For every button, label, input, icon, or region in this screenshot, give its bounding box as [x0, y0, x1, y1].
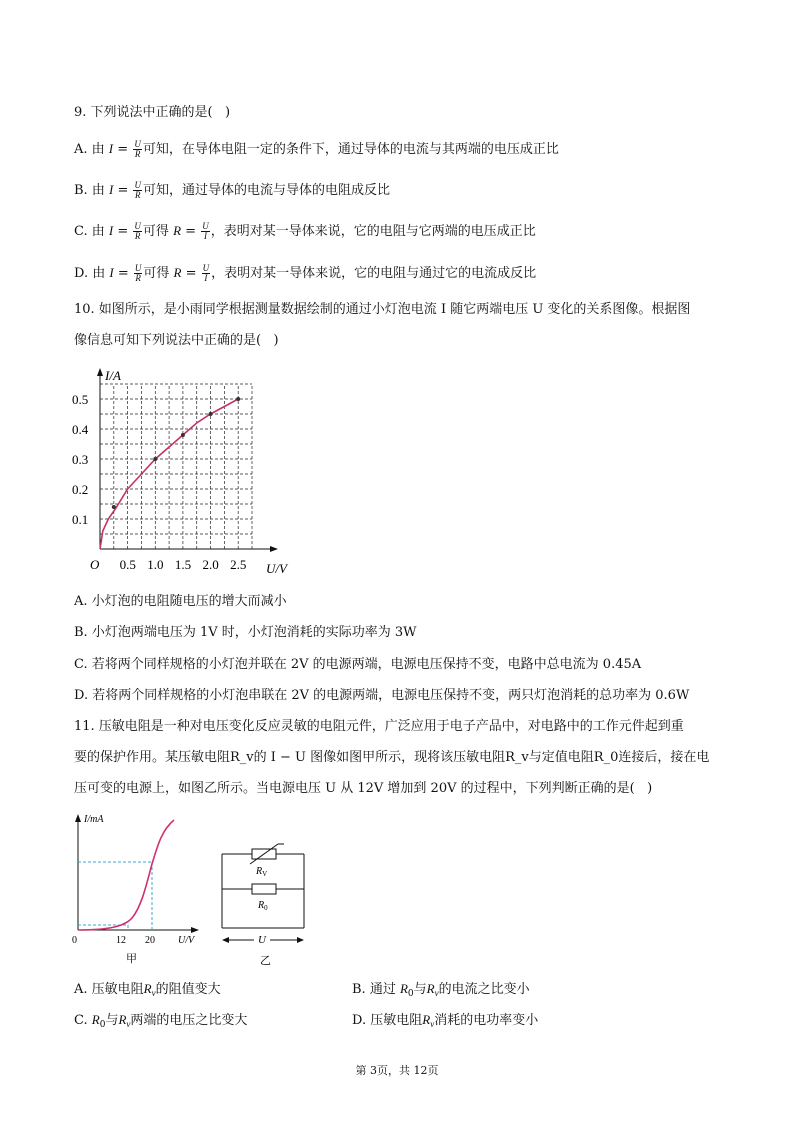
- q9-option-c: C. 由 I = $\frac{U}{R}$ 可得 R = $\frac{U}{I}$ ，表明对某一导体来说，它的电阻与它两端的电压成正比: [74, 221, 536, 241]
- x-tick-label: 1.5: [174, 557, 192, 572]
- u-label: U: [258, 934, 266, 946]
- iu-curve: [78, 820, 174, 930]
- figure-yi-circuit: [218, 840, 310, 970]
- x-axis-arrow: [191, 927, 199, 933]
- arrow-head: [222, 937, 229, 943]
- q9-stem: 9. 下列说法中正确的是( ): [74, 105, 231, 120]
- figure-caption: 乙: [260, 955, 271, 967]
- fraction: $\frac{U}{R}$: [134, 263, 142, 283]
- x-axis-label: U/V: [266, 561, 287, 576]
- x-tick-label: 0.5: [119, 557, 136, 572]
- q10-option-d: D. 若将两个同样规格的小灯泡串联在 2V 的电源两端，电源电压保持不变，两只灯泡消耗的总功率为 0.6W: [74, 688, 690, 703]
- r0-label: $R_0$: [258, 900, 268, 912]
- y-axis-arrow: [75, 814, 81, 822]
- x-axis-label: U/V: [178, 935, 195, 946]
- y-tick-label: 0.4: [72, 422, 89, 437]
- tick-label: 12: [116, 935, 126, 946]
- fraction: $\frac{U}{I}$: [202, 221, 209, 241]
- figure-caption: 甲: [126, 953, 137, 965]
- q10-stem-line2: 像信息可知下列说法中正确的是( ): [74, 333, 279, 348]
- q10-option-c: C. 若将两个同样规格的小灯泡并联在 2V 的电源两端，电源电压保持不变，电路中总电流为 0.45A: [74, 657, 642, 672]
- rv-label: $R_V$: [256, 866, 268, 878]
- y-axis-arrow: [97, 368, 103, 376]
- q10-option-a: A. 小灯泡的电阻随电压的增大而减小: [74, 594, 287, 609]
- data-point: [181, 433, 185, 437]
- y-axis-label: I/A: [105, 368, 121, 383]
- q9-option-a: A. 由 I = $\frac{U}{R}$ 可知，在导体电阻一定的条件下，通过导体的电流与其两端的电压成正比: [74, 139, 559, 159]
- q11-option-a: A. 压敏电阻$R_v$的阻值变大: [74, 981, 221, 998]
- varistor-slash: [250, 844, 278, 864]
- origin-label: O: [90, 557, 100, 572]
- y-tick-label: 0.3: [72, 452, 89, 467]
- x-tick-label: 2.5: [230, 557, 247, 572]
- y-tick-label: 0.1: [72, 512, 89, 527]
- figure-jia-iu-graph: [70, 812, 210, 972]
- arrow-head: [297, 937, 304, 943]
- tick-label: 20: [145, 935, 155, 946]
- x-tick-label: 1.0: [147, 557, 164, 572]
- q11-option-d: D. 压敏电阻$R_v$消耗的电功率变小: [352, 1012, 539, 1029]
- data-point: [153, 457, 157, 461]
- q11-stem-line1: 11. 压敏电阻是一种对电压变化反应灵敏的电阻元件，广泛应用于电子产品中，对电路中的工作元件起到重: [74, 719, 684, 734]
- q11-option-c: C. $R_0$与$R_v$两端的电压之比变大: [74, 1012, 248, 1030]
- q9-option-b: B. 由 I = $\frac{U}{R}$ 可知，通过导体的电流与导体的电阻成反比: [74, 180, 390, 200]
- chart-axes: [97, 368, 278, 552]
- iu-chart: [70, 362, 310, 582]
- chart-series: [100, 397, 240, 549]
- data-point: [209, 412, 213, 416]
- fraction: $\frac{U}{R}$: [134, 180, 141, 200]
- q10-stem-line1: 10. 如图所示，是小雨同学根据测量数据绘制的通过小灯泡电流 I 随它两端电压 U 变化的关系图像。根据图: [74, 302, 691, 317]
- y-axis-label: I/mA: [84, 814, 104, 825]
- x-tick-label: 2.0: [202, 557, 219, 572]
- q9-option-d: D. 由 I = $\frac{U}{R}$ 可得 R = $\frac{U}{I}$ ，表明对某一导体来说，它的电阻与通过它的电流成反比: [74, 263, 537, 283]
- q11-stem-line2: 要的保护作用。某压敏电阻R_v的 I − U 图像如图甲所示，现将该压敏电阻R_v与定值电阻R_0连接后，接在电: [74, 750, 710, 765]
- fraction: $\frac{U}{R}$: [134, 221, 141, 241]
- y-tick-label: 0.5: [72, 392, 89, 407]
- q11-option-b: B. 通过 $R_0$与$R_v$的电流之比变小: [352, 981, 530, 999]
- page-footer: 第 3页，共 12页: [355, 1064, 439, 1077]
- resistor-r0: [252, 884, 276, 894]
- q10-option-b: B. 小灯泡两端电压为 1V 时，小灯泡消耗的实际功率为 3W: [74, 625, 417, 640]
- data-point: [236, 397, 240, 401]
- q11-stem-line3: 压可变的电源上，如图乙所示。当电源电压 U 从 12V 增加到 20V 的过程中，下列判断正确的是( ): [74, 781, 653, 796]
- chart-grid: [100, 384, 252, 549]
- y-tick-label: 0.2: [72, 482, 89, 497]
- fraction: $\frac{U}{I}$: [202, 263, 210, 283]
- origin-label: 0: [72, 935, 77, 946]
- data-point: [112, 505, 116, 509]
- fraction: $\frac{U}{R}$: [134, 139, 141, 159]
- x-axis-arrow: [270, 546, 278, 552]
